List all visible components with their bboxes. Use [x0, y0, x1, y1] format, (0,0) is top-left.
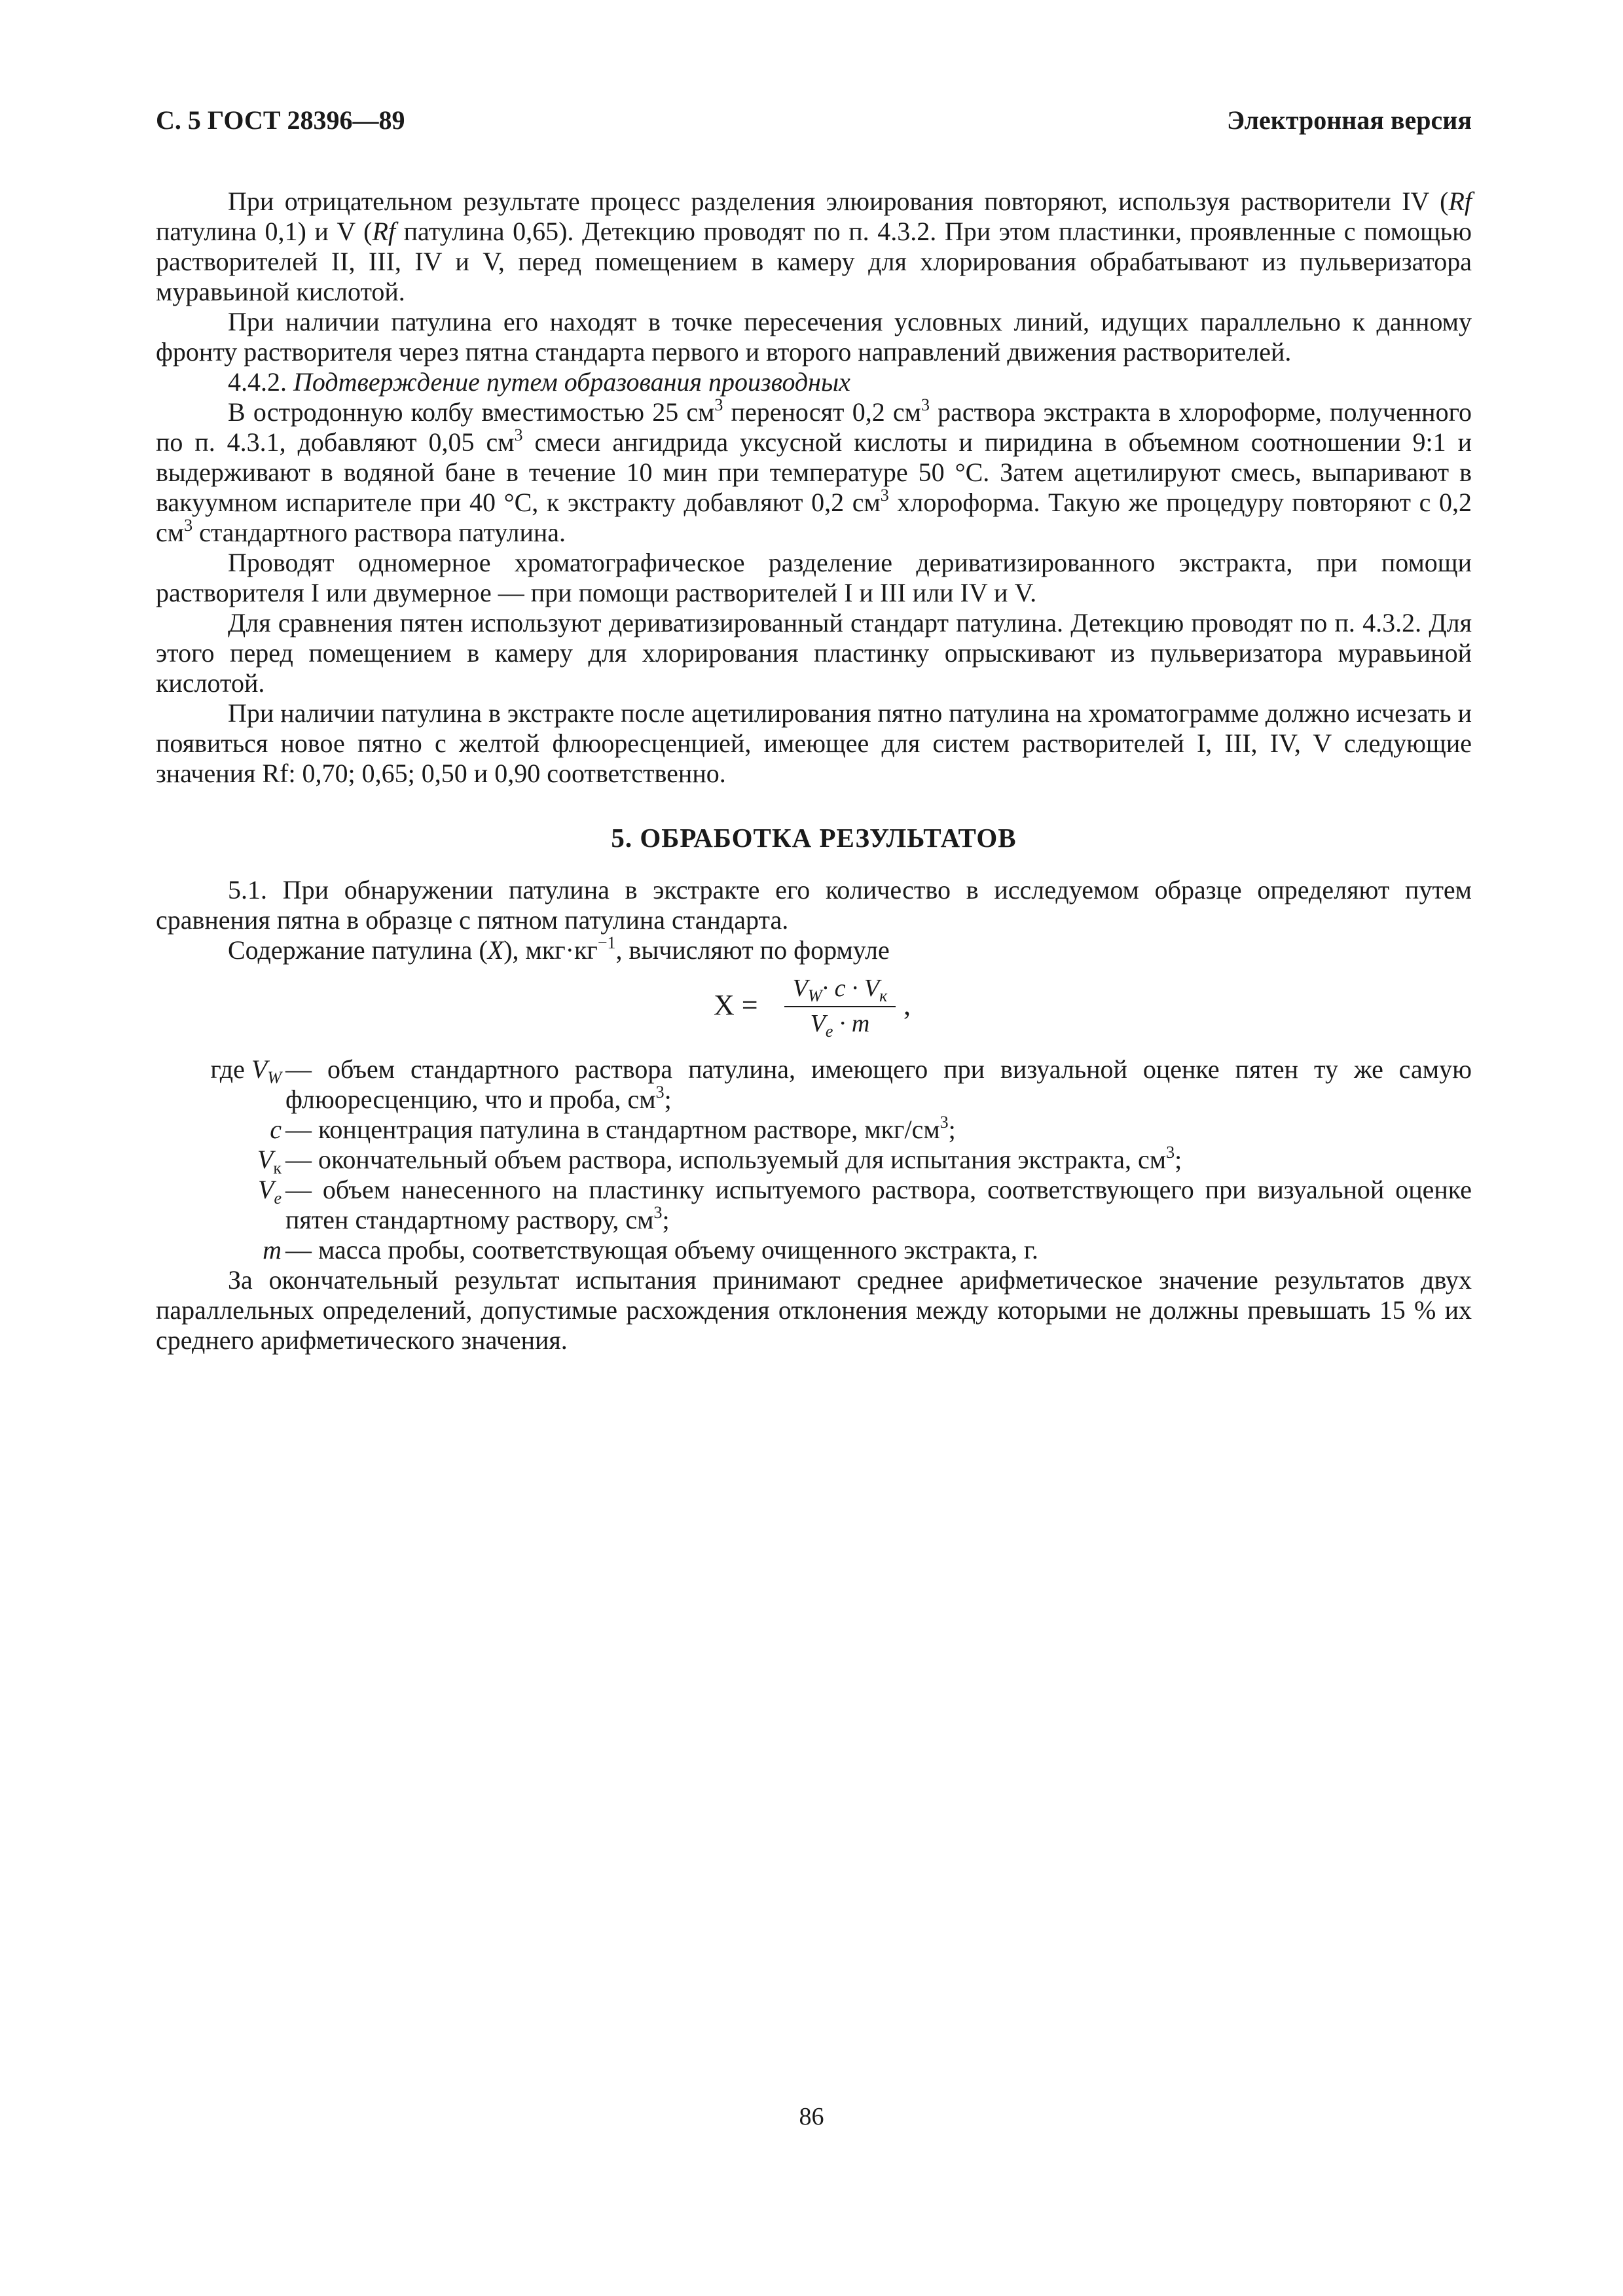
paragraph-repeat-elution: При отрицательном результате процесс разделения элюирования повторяют, используя растворители IV (Rf патулина 0,1) и V (Rf патулина 0,65). Детекцию проводят по п. 4.3.2. При этом пластинки, проявленные с помощью растворителей II, III, IV и V, перед помещением в камеру для хлорирования обрабатывают из пульверизатора муравьиной кислотой. — [156, 187, 1472, 306]
definition-vk: $V_к$ — окончательный объем раствора, используемый для испытания экстракта, $см^3$; — [257, 1143, 1182, 1177]
document-page — [156, 105, 1472, 1355]
formula-denominator: $V_e \cdot m$ — [810, 1010, 870, 1041]
paragraph-spot-comparison: Для сравнения пятен используют дериватизированный стандарт патулина. Детекцию проводят по п. 4.3.2. Для этого перед помещением в камеру для хлорирования пластинку опрыскивают из пульверизатора муравьиной кислотой. — [156, 608, 1472, 698]
formula-numerator: $V_W\cdot c \cdot V_к$ — [792, 975, 888, 1005]
definition-m: m — масса пробы, соответствующая объему очищенного экстракта, г. — [263, 1235, 1038, 1265]
running-header — [156, 105, 1472, 144]
paragraph-acetylation-result: При наличии патулина в экстракте после ацетилирования пятно патулина на хроматограмме должно исчезать и появиться новое пятно с желтой флюоресценцией, имеющее для систем растворителей I, III, IV, V следующие значения Rf: 0,70; 0,65; 0,50 и 0,90 соответственно. — [156, 698, 1472, 788]
definition-c: c — концентрация патулина в стандартном растворе, мкг/$см^3$; — [270, 1113, 956, 1144]
paragraph-5-1: 5.1. При обнаружении патулина в экстракте его количество в исследуемом образце определяют путем сравнения пятна в образце с пятном патулина стандарта. — [156, 875, 1472, 935]
section-title: 5. ОБРАБОТКА РЕЗУЛЬТАТОВ — [611, 823, 1017, 853]
formula-lhs: X = — [714, 989, 758, 1021]
page-number: 86 — [799, 2103, 824, 2130]
paragraph-patulin-location: При наличии патулина его находят в точке пересечения условных линий, идущих параллельно к данному фронту растворителя через пятна стандарта первого и второго направлений движения растворителей. — [156, 307, 1472, 367]
body-text — [156, 187, 1472, 1355]
formula-comma: , — [903, 989, 911, 1021]
formula — [714, 972, 936, 1043]
formula-block — [156, 972, 1472, 1043]
paragraph-derivatization: В остродонную колбу вместимостью 25 $см^3$ переносят 0,2 $см^3$ раствора экстракта в хлороформе, полученного по п. 4.3.1, добавляют 0,05 $см^3$ смеси ангидрида уксусной кислоты и пиридина в объемном соотношении 9:1 и выдерживают в водяной бане в течение 10 мин при температуре 50 °С. Затем ацетилируют смесь, выпаривают в вакуумном испарителе при 40 °С, к экстракту добавляют 0,2 $см^3$ хлороформа. Такую же процедуру повторяют с 0,2 $см^3$ стандартного раствора патулина. — [156, 395, 1472, 547]
paragraph-content-formula-intro: Содержание патулина (X), $мкг\cdot кг^{-1}$, вычисляют по формуле — [228, 933, 890, 965]
definition-vw: где $V_W$ — объем стандартного раствора патулина, имеющего при визуальной оценке пятен ту же самую флюоресценцию, что и проба, $см^3$; — [210, 1054, 1472, 1114]
paragraph-chromatography: Проводят одномерное хроматографическое разделение дериватизированного экстракта, при помощи растворителя I или двумерное — при помощи растворителей I и III или IV и V. — [156, 548, 1472, 607]
definition-ve: $V_e$ — объем нанесенного на пластинку испытуемого раствора, соответствующего при визуальной оценке пятен стандартному раствору, $см^3$; — [258, 1175, 1472, 1234]
subsection-heading-4-4-2: 4.4.2. Подтверждение путем образования производных — [228, 367, 850, 397]
fraction-bar — [784, 1006, 896, 1007]
header-standard-ref: С. 5 ГОСТ 28396—89 — [156, 105, 405, 135]
header-edition-label: Электронная версия — [1226, 105, 1472, 135]
paragraph-final-result: За окончательный результат испытания принимают среднее арифметическое значение результатов двух параллельных определений, допустимые расхождения отклонения между которыми не должны превышать 15 % их среднего арифметического значения. — [156, 1265, 1472, 1355]
